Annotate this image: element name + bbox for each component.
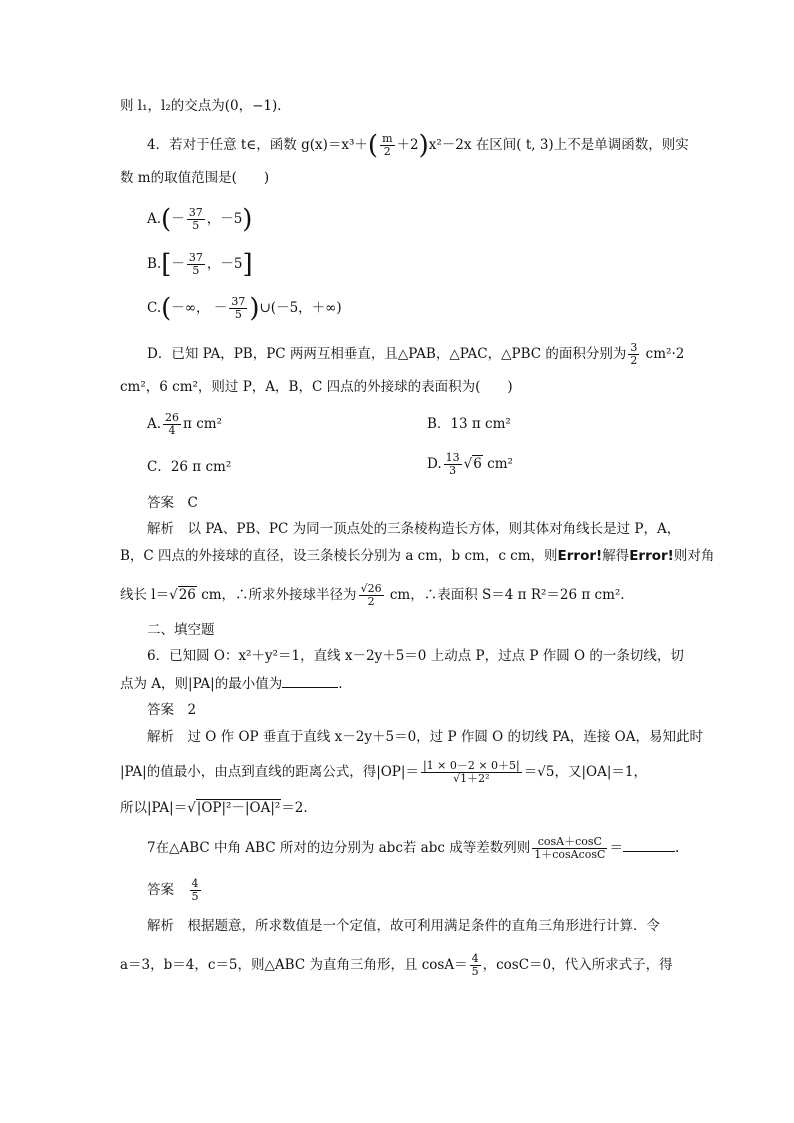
text: |PA|的值最小，由点到直线的距离公式，得|OP|＝ [120,764,419,780]
text: 7在△ABC 中角 ABC 所对的边分别为 abc若 abc 成等差数列则 [147,840,531,856]
text: 解析 过 O 作 OP 垂直于直线 x－2y＋5＝0，过 P 作圆 O 的切线 PA，连接 OA，易知此时 [147,729,703,745]
text: ＝ [609,840,623,856]
fraction: $\frac{13}{3}$ [445,451,460,477]
section-heading [147,620,215,640]
text: B. [147,256,162,272]
text: 二、填空题 [147,622,215,638]
question-6-stem [147,646,684,666]
fraction: $\frac{26}{4}$ [165,411,180,437]
answer [147,878,203,903]
text: 4．若对于任意 t∈，函数 g(x)＝x³＋ [147,137,368,153]
fraction: $\frac{\cos A+\cos C}{\text{1＋cosAcosC}}$ [534,835,606,861]
text: 6．已知圆 O：x²＋y²＝1，直线 x－2y＋5＝0 上动点 P，过点 P 作圆 O 的一条切线，切 [147,648,684,664]
answer-blank[interactable] [623,837,675,852]
text: 解得 [602,548,630,564]
text: 所以|PA|＝√ [120,800,196,816]
text: A. [147,211,162,227]
text: C. [147,300,162,316]
fraction: $\frac{37}{5}$ [231,295,246,321]
option-b [427,414,511,434]
option-a [147,412,222,437]
text: 点为 A，则|PA|的最小值为 [120,676,283,692]
text: ，－5 [206,256,243,272]
text: ∪(－5，＋∞) [259,300,342,316]
text: 答案 C [147,495,198,511]
fraction: $\frac{37}{5}$ [188,206,203,232]
answer-blank[interactable] [282,673,338,688]
text: D. [427,456,442,472]
text: ，cosC＝0，代入所求式子，得 [482,957,673,973]
fraction: $\frac{√26}{2}$ [360,582,382,608]
answer [147,493,198,513]
solution-line [147,519,680,539]
question-7-stem: 7在△ABC 中角 ABC 所对的边分别为 abc若 abc 成等差数列则 $\frac{\cos A+\cos C}{\text{1＋cosAcosC}}$ ＝ . [147,835,680,861]
text: cm，∴表面积 S＝4 π R²＝26 π cm². [385,587,625,603]
text: 答案 [147,882,188,898]
text: ＋2 [396,137,419,153]
text: ，－5 [206,211,243,227]
question-4-stem: 4．若对于任意 t∈，函数 g(x)＝x³＋( $\frac{m}{2}$ ＋2)x²－2x 在区间( t, 3)上不是单调函数，则实 [147,130,689,161]
option-a: A.(－ $\frac{37}{5}$ ，－5) [147,204,253,235]
text: x²－2x 在区间( t, 3)上不是单调函数，则实 [428,137,689,153]
text: π cm² [183,416,222,432]
text: 则对角 [673,548,715,564]
error-text: Error! [557,548,603,564]
solution-line: 线长 l＝√26 cm，∴所求外接球半径为 $\frac{√26}{2}$ cm，∴表面积 S＝4 π R²＝26 π cm². [120,582,625,608]
question-5-stem [147,342,684,367]
text: ＝2. [281,800,308,816]
text: a＝3，b＝4，c＝5，则△ABC 为直角三角形，且 cosA＝ [120,957,468,973]
question-6-stem-cont: 点为 A，则|PA|的最小值为 . [120,673,343,694]
text: B，C 四点的外接球的直径，设三条棱长分别为 a cm，b cm，c cm，则 [120,548,558,564]
option-d: D. $\frac{13}{3}$ √6 cm² [427,451,513,477]
text: 解析 根据题意，所求数值是一个定值，故可利用满足条件的直角三角形进行计算．令 [147,918,660,934]
fraction: $\frac{37}{5}$ [188,251,203,277]
text: D．已知 PA，PB，PC 两两互相垂直，且△PAB，△PAC，△PBC 的面积分别为 [147,346,627,362]
text: A. [147,416,162,432]
option-b: B.[－ $\frac{37}{5}$ ，－5] [147,249,253,280]
text: ＝√5，又|OA|＝1， [523,764,647,780]
solution-line [120,760,647,785]
text: cm² [482,456,513,472]
text: 则 l₁，l₂的交点为(0，−1)． [120,98,291,114]
text: 答案 2 [147,702,197,718]
fraction: $\frac{|1 \times 0-2 \times 0+5|}{\text{√1＋2²}}$ [422,759,520,785]
text: cm²·2 [641,346,685,362]
fraction: $\frac{4}{5}$ [471,952,479,978]
text: C．26 π cm² [147,459,232,475]
option-c: C.(－∞， － $\frac{37}{5}$ )∪(－5，＋∞) [147,293,342,324]
text-line [120,96,291,116]
solution-line [147,916,660,936]
error-text: Error! [629,548,674,564]
solution-line: 所以|PA|＝√|OP|²－|OA|²＝2. [120,800,308,816]
solution-line [120,546,714,566]
question-5-stem-cont [120,377,513,397]
text: 解析 以 PA、PB、PC 为同一顶点处的三条棱构造长方体，则其体对角线长是过 P，A， [147,521,681,537]
text: B．13 π cm² [427,416,511,432]
option-c [147,457,231,477]
text: cm²，6 cm²，则过 P，A，B，C 四点的外接球的表面积为( ) [120,379,513,395]
fraction: $\frac{m}{2}$ [382,132,393,158]
text: 线长 l＝√ [120,587,178,603]
solution-line [120,953,673,978]
solution-line [147,727,703,747]
fraction: $\frac{4}{5}$ [191,877,199,903]
text: 数 m的取值范围是( ) [120,170,270,186]
question-4-stem-cont [120,168,269,188]
text: cm，∴所求外接球半径为 [196,587,357,603]
text: －∞， － [171,300,228,316]
fraction: $\frac{3}{2}$ [630,341,638,367]
answer [147,700,196,720]
